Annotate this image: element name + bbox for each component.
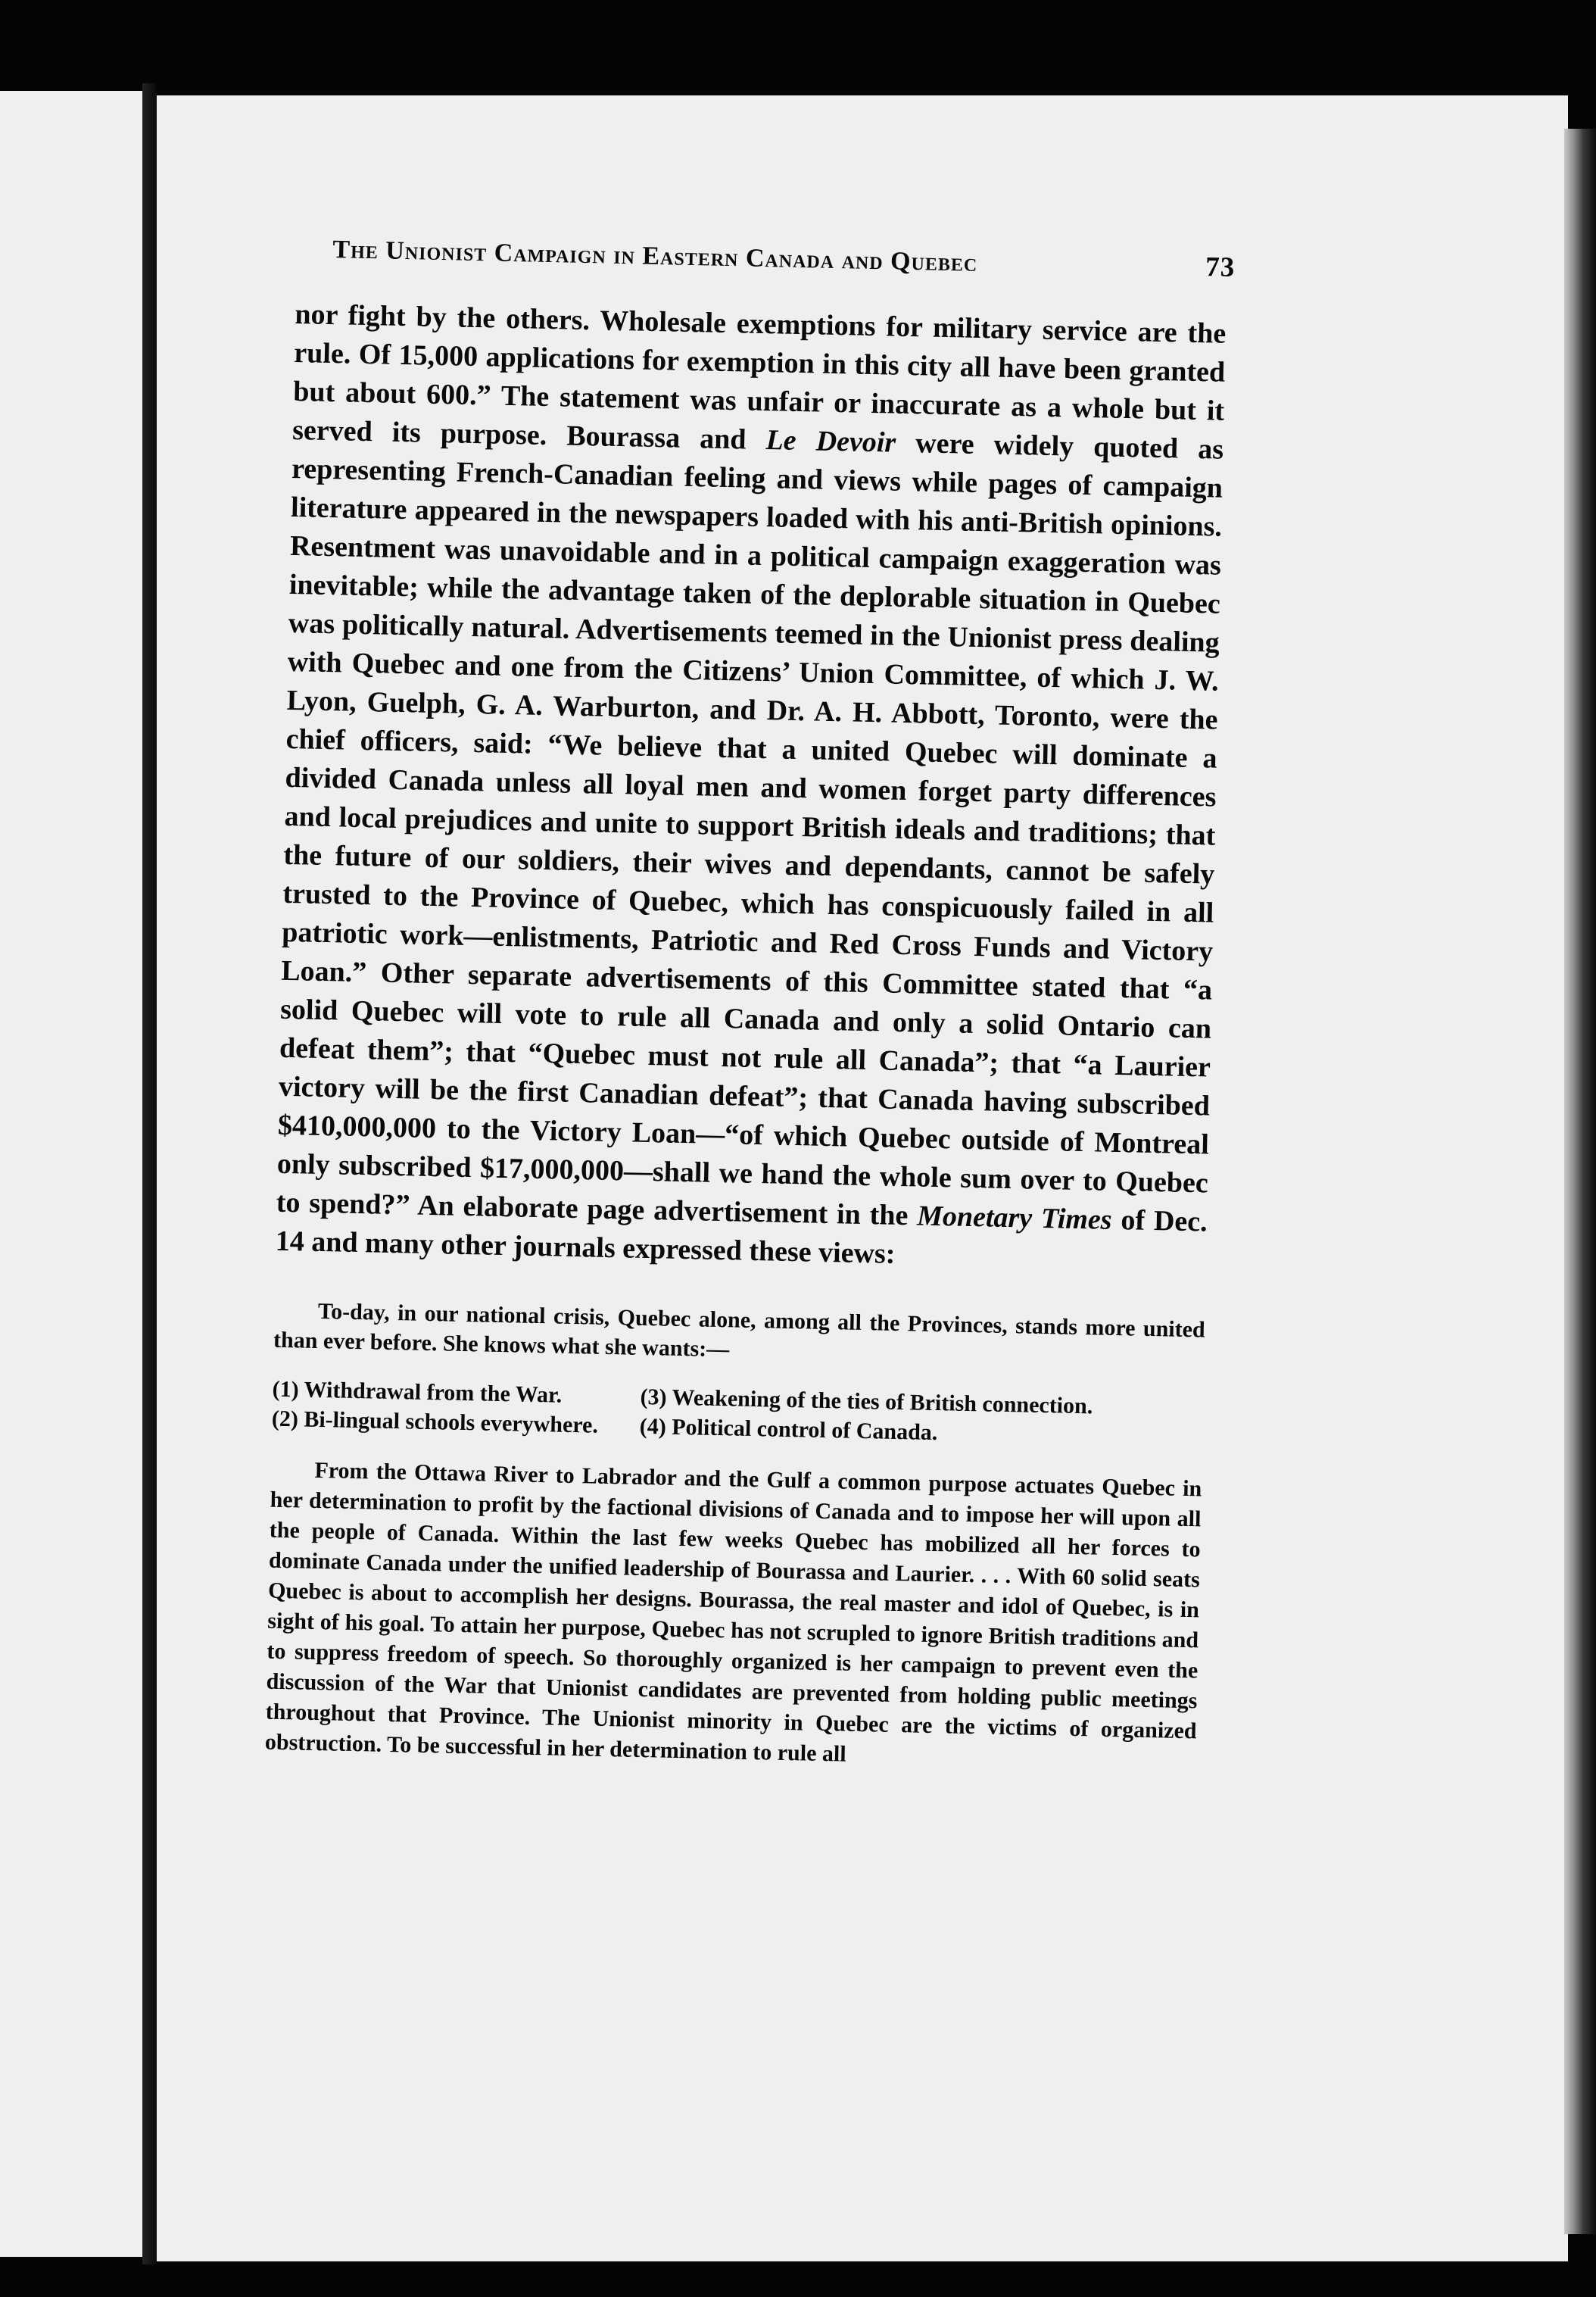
monetary-times-title: Monetary Times [916, 1200, 1113, 1236]
facing-page-edge [0, 91, 144, 2257]
paragraph-part-2: were widely quoted as representing French-Canadian feeling and views while pages of campaign literature appeared in the newspapers loaded with his anti-British opinions. Resentment was unavoidable and in a political campaign exaggeration was inevitable; while the advantage taken of the deplorable situation in Quebec was politically natural. Advertisements teemed in the Unionist press dealing with Quebec and one from the Citizens’ Union Committee, of which J. W. Lyon, Guelph, G. A. Warburton, and Dr. A. H. Abbott, Toronto, were the chief officers, said: “We believe that a united Quebec will dominate a divided Canada unless all loyal men and women forget party differences and local prejudices and unite to support British ideals and traditions; that the future of our soldiers, their wives and dependants, cannot be safely trusted to the Province of Quebec, which has conspicuously failed in all patriotic work—enlistments, Patriotic and Red Cross Funds and Victory Loan.” Other separate advertisements of this Committee stated that “a solid Quebec will vote to rule all Canada and only a solid Ontario can defeat them”; that “Quebec must not rule all Canada”; that “a Laurier victory will be the first Canadian defeat”; that Canada having subscribed $410,000,000 to the Victory Loan—“of which Quebec outside of Montreal only subscribed $17,000,000—shall we hand the whole sum over to Quebec to spend?” An elaborate page advertisement in the [276, 426, 1224, 1232]
demand-item: (4) Political control of Canada. [639, 1413, 938, 1446]
paragraph-part-3: of Dec. 14 and many other journals expressed these views: [275, 1203, 1208, 1270]
demands-list [272, 1375, 1204, 1453]
main-paragraph [275, 295, 1226, 1280]
le-devoir-title: Le Devoir [765, 424, 896, 459]
page-body [265, 295, 1227, 1777]
page-edge-shadow [1564, 129, 1596, 2234]
page-number: 73 [1205, 251, 1236, 283]
demand-item: (2) Bi-lingual schools everywhere. [271, 1406, 599, 1438]
demand-item: (3) Weakening of the ties of British connection. [640, 1384, 1093, 1419]
paragraph-part-1: nor fight by the others. Wholesale exemptions for military service are the rule. Of 15,000 applications for exemption in this city all have been granted but about 600.” The statement was unfair or inaccurate as a whole but it served its purpose. Bourassa and [291, 298, 1227, 457]
demand-item: (1) Withdrawal from the War. [272, 1376, 563, 1408]
running-head-title: The Unionist Campaign in Eastern Canada and Quebec [332, 235, 978, 277]
quoted-advertisement-intro: To-day, in our national crisis, Quebec alone, among all the Provinces, stands more united than ever before. She knows what she wants:— [273, 1298, 1206, 1362]
quoted-advertisement-body: From the Ottawa River to Labrador and the Gulf a common purpose actuates Quebec in her determination to profit by the factional divisions of Canada and to impose her will upon all the people of Canada. Within the last few weeks Quebec has mobilized all her forces to dominate Canada under the unified leadership of Bourassa and Laurier. . . . With 60 solid seats Quebec is about to accomplish her designs. Bourassa, the real master and idol of Quebec, is in sight of his goal. To attain her purpose, Quebec has not scrupled to ignore British traditions and to suppress freedom of speech. So thoroughly organized is her campaign to prevent even the discussion of the War that Unionist candidates are prevented from holding public meetings throughout that Province. The Unionist minority in Quebec are the victims of organized obstruction. To be successful in her determination to rule all [264, 1457, 1202, 1767]
